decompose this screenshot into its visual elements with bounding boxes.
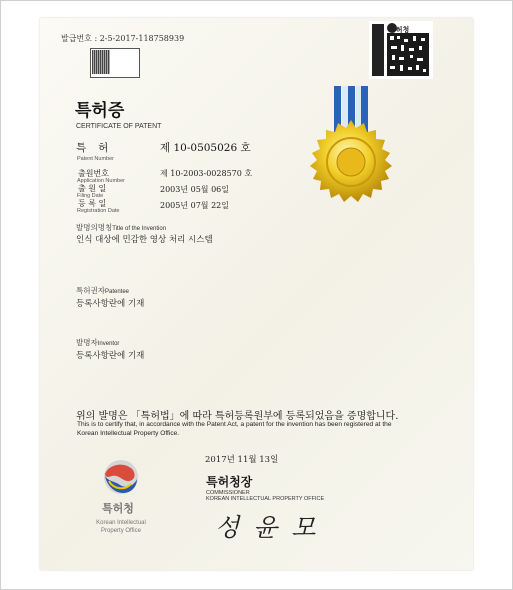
registration-date-label-en: Registration Date bbox=[77, 208, 120, 214]
gold-seal-icon bbox=[306, 118, 396, 208]
patent-label: 특허 bbox=[76, 142, 121, 154]
certificate-title: 특허증 bbox=[75, 101, 125, 121]
application-number-label-en: Application Number bbox=[77, 178, 125, 184]
patent-certificate bbox=[40, 18, 473, 570]
patentee-label: 특허권자Patentee bbox=[76, 286, 130, 295]
certification-statement-en-line1: This is to certify that, in accordance with the Patent Act, a patent for the invention has been registered at the bbox=[77, 421, 392, 428]
kipo-emblem-icon bbox=[89, 456, 153, 500]
filing-date-value: 2003년 05월 06일 bbox=[160, 185, 229, 194]
registration-date-value: 2005년 07월 22일 bbox=[160, 201, 229, 210]
filing-date-label-en: Filing Date bbox=[77, 193, 104, 199]
certification-statement: 위의 발명은 「특허법」에 따라 특허등록원부에 등록되었음을 증명합니다. bbox=[76, 411, 399, 422]
patent-label-en: Patent Number bbox=[77, 156, 114, 162]
invention-title-label: 발명의명칭Title of the Invention bbox=[76, 223, 167, 232]
barcode bbox=[90, 48, 140, 78]
application-number-value: 제 10-2003-0028570 호 bbox=[160, 169, 253, 178]
application-number-label: 출원번호 bbox=[78, 169, 109, 178]
kipo-logo bbox=[89, 456, 153, 546]
kipo-name-en-line1: Korean Intellectual bbox=[96, 520, 146, 526]
filing-date-label: 출 원 일 bbox=[78, 184, 107, 193]
issuing-office-en: KOREAN INTELLECTUAL PROPERTY OFFICE bbox=[206, 496, 325, 502]
issue-date: 2017년 11월 13일 bbox=[205, 455, 279, 465]
issuing-office: 특허청장 bbox=[206, 475, 253, 489]
patentee-value: 등록사항란에 기재 bbox=[76, 299, 145, 309]
certificate-title-en: CERTIFICATE OF PATENT bbox=[76, 123, 162, 130]
registration-date-label: 등 록 일 bbox=[78, 199, 107, 208]
kipo-name-en-line2: Property Office bbox=[101, 528, 141, 534]
issuing-office-title-en: COMMISSIONER bbox=[206, 490, 250, 496]
inventor-value: 등록사항란에 기재 bbox=[76, 351, 145, 361]
qr-mark-label: 특허청 bbox=[389, 26, 410, 34]
inventor-label: 발명자Inventor bbox=[76, 338, 120, 347]
certification-statement-en-line2: Korean Intellectual Property Office. bbox=[77, 430, 180, 437]
invention-title-value: 인식 대상에 민감한 영상 처리 시스템 bbox=[76, 235, 213, 245]
serial-number: 발급번호 : 2-5-2017-118758939 bbox=[61, 34, 185, 43]
commissioner-signature: 성윤모 bbox=[215, 513, 330, 542]
patent-number: 제 10-0505026 호 bbox=[160, 142, 251, 154]
kipo-name: 특허청 bbox=[102, 502, 134, 515]
